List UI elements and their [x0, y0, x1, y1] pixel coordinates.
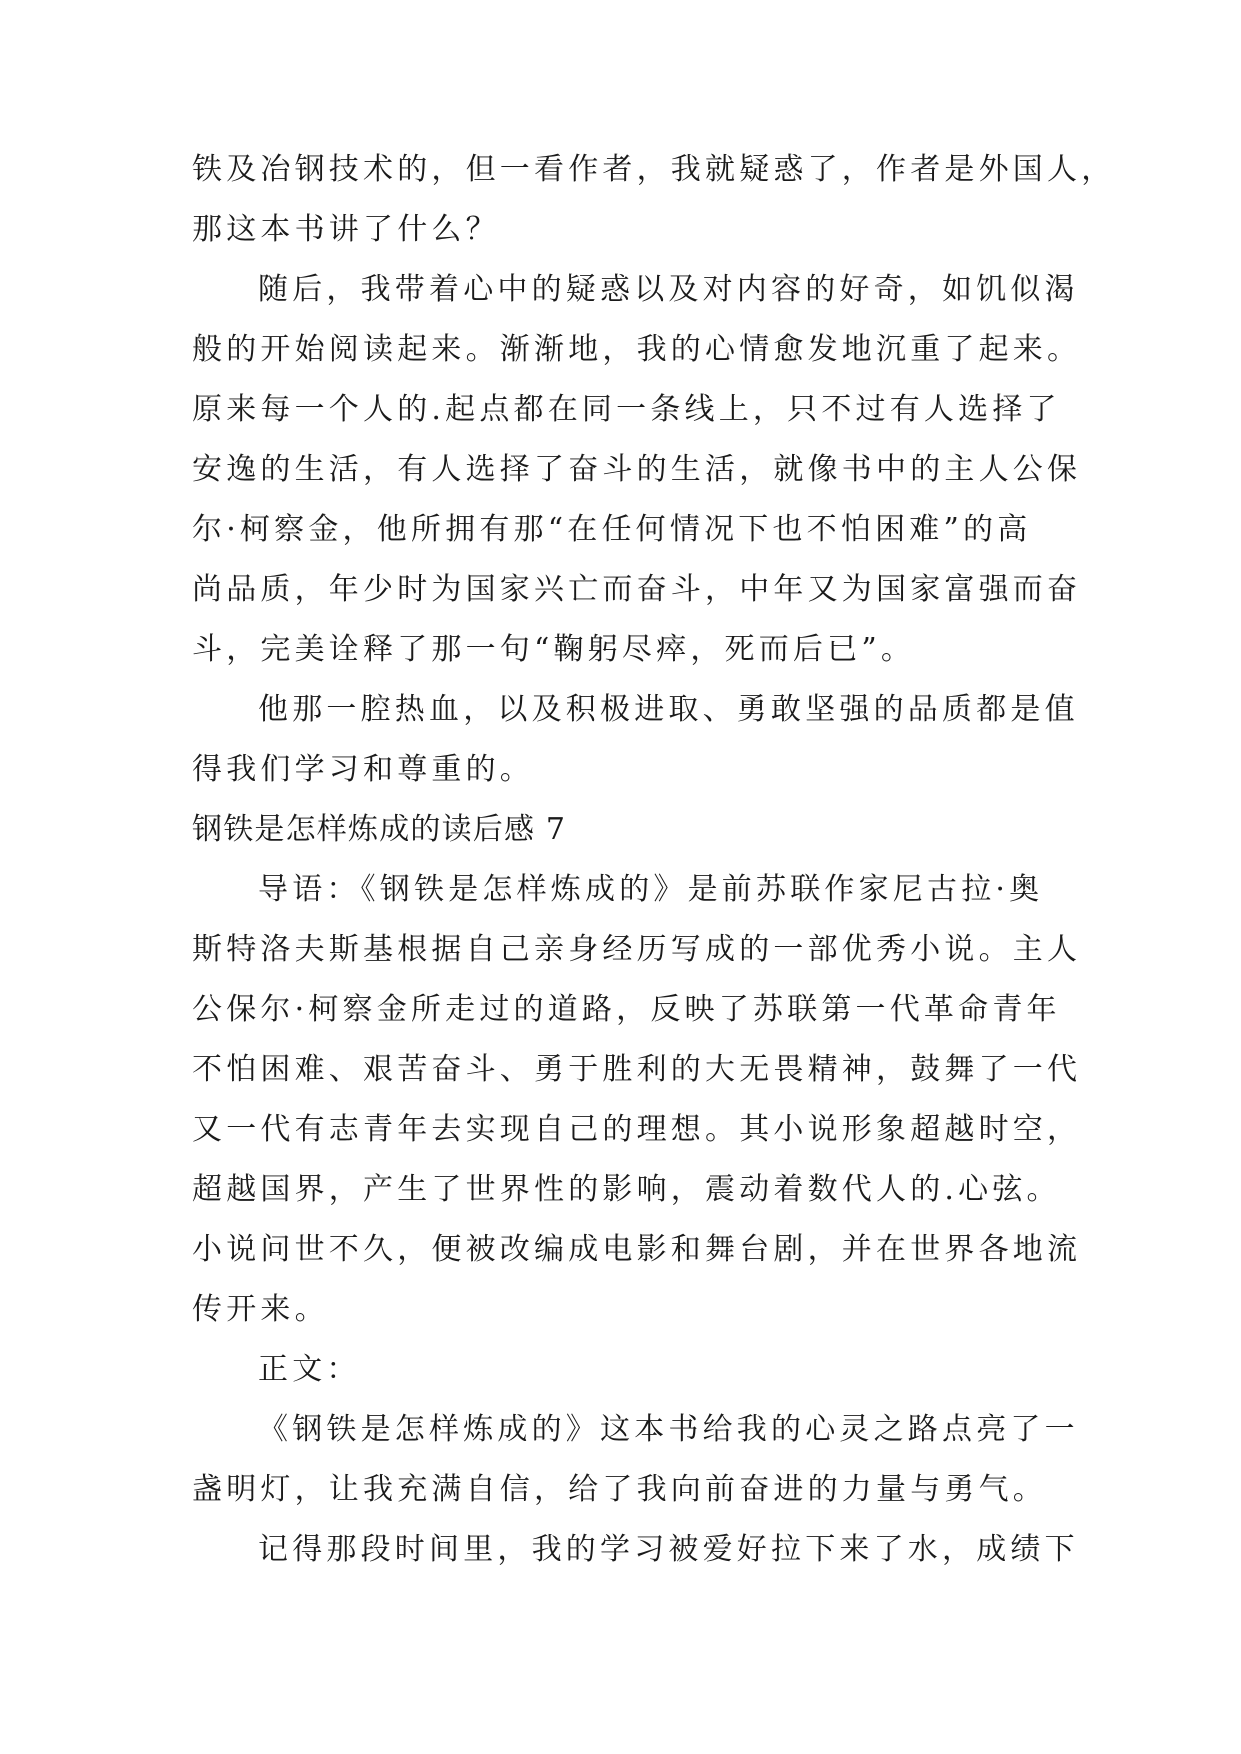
text-line: 传开来。	[192, 1292, 329, 1327]
paragraph-start: 记得那段时间里，我的学习被爱好拉下来了水，成绩下	[258, 1532, 1079, 1567]
text-line: 超越国界，产生了世界性的影响，震动着数代人的.心弦。	[192, 1172, 1061, 1207]
text-line: 不怕困难、艰苦奋斗、勇于胜利的大无畏精神，鼓舞了一代	[192, 1052, 1082, 1087]
paragraph-start: 随后，我带着心中的疑惑以及对内容的好奇，如饥似渴	[258, 272, 1079, 307]
text-line: 尔·柯察金，他所拥有那“在任何情况下也不怕困难”的高	[192, 512, 1032, 547]
text-line: 安逸的生活，有人选择了奋斗的生活，就像书中的主人公保	[192, 452, 1082, 487]
text-line: 般的开始阅读起来。渐渐地，我的心情愈发地沉重了起来。	[192, 332, 1082, 367]
text-line: 铁及冶钢技术的，但一看作者，我就疑惑了，作者是外国人，	[192, 152, 1116, 187]
paragraph-start: 《钢铁是怎样炼成的》这本书给我的心灵之路点亮了一	[258, 1412, 1079, 1447]
paragraph-start: 导语：《钢铁是怎样炼成的》是前苏联作家尼古拉·奥	[258, 872, 1044, 907]
section-heading: 钢铁是怎样炼成的读后感 7	[192, 812, 567, 847]
text-line: 斗，完美诠释了那一句“鞠躬尽瘁，死而后已”。	[192, 632, 916, 667]
text-line: 得我们学习和尊重的。	[192, 752, 534, 787]
text-line: 尚品质，年少时为国家兴亡而奋斗，中年又为国家富强而奋	[192, 572, 1082, 607]
text-line: 那这本书讲了什么？	[192, 212, 500, 247]
text-line: 公保尔·柯察金所走过的道路，反映了苏联第一代革命青年	[192, 992, 1061, 1027]
text-line: 原来每一个人的.起点都在同一条线上，只不过有人选择了	[192, 392, 1061, 427]
paragraph-start: 正文：	[258, 1352, 361, 1387]
paragraph-start: 他那一腔热血，以及积极进取、勇敢坚强的品质都是值	[258, 692, 1079, 727]
text-line: 斯特洛夫斯基根据自己亲身经历写成的一部优秀小说。主人	[192, 932, 1082, 967]
text-line: 又一代有志青年去实现自己的理想。其小说形象超越时空，	[192, 1112, 1082, 1147]
text-line: 盏明灯，让我充满自信，给了我向前奋进的力量与勇气。	[192, 1472, 1047, 1507]
text-line: 小说问世不久，便被改编成电影和舞台剧，并在世界各地流	[192, 1232, 1082, 1267]
